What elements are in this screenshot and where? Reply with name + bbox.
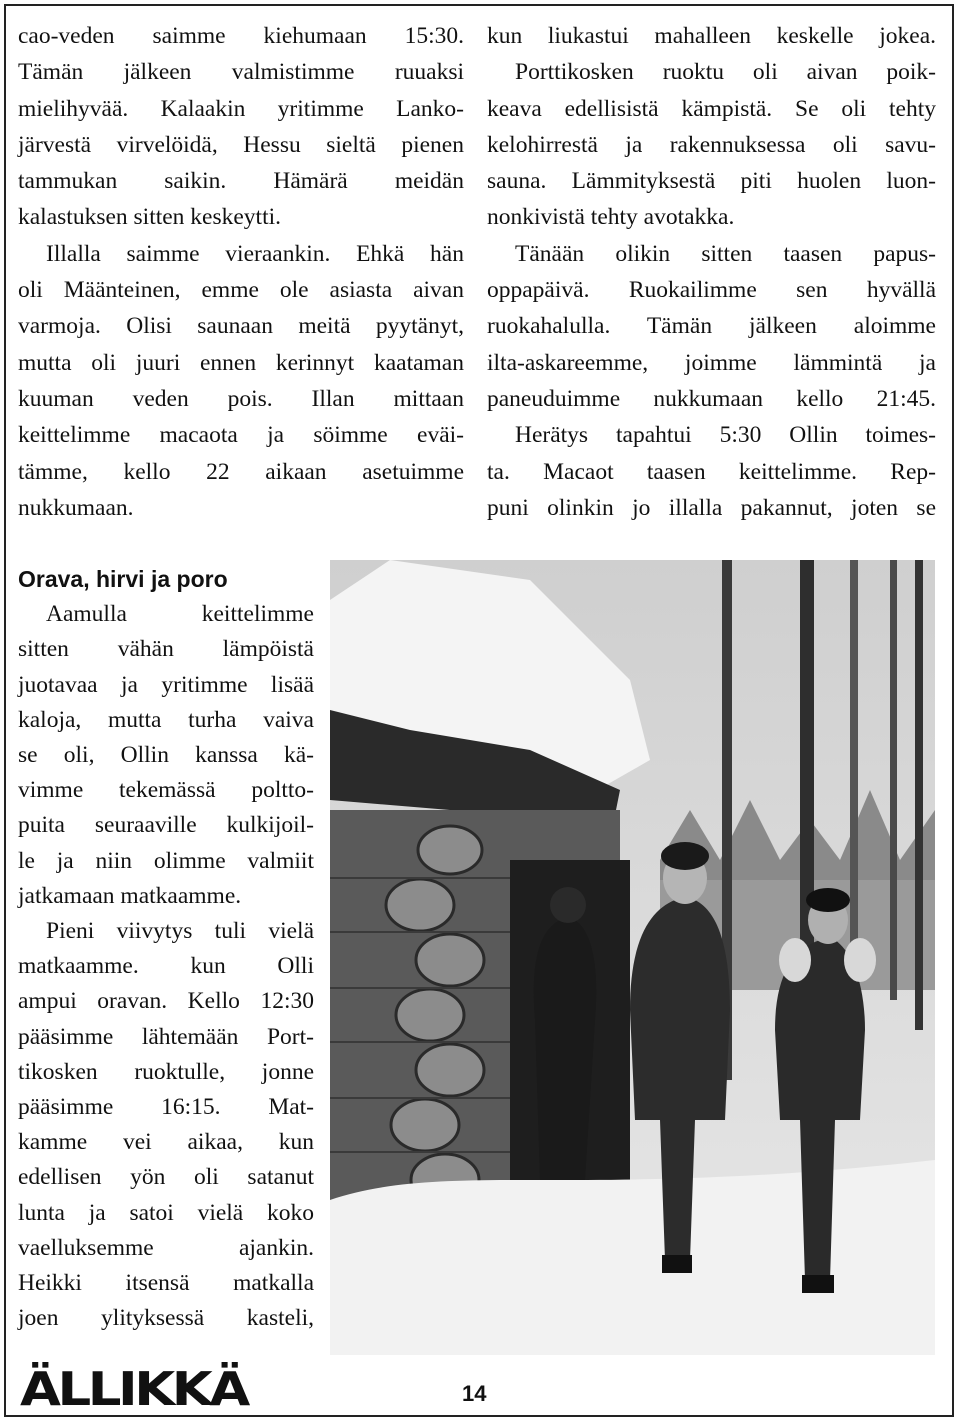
text-line: juotavaa ja yritimme lisää — [18, 671, 314, 698]
text-line: Tänään olikin sitten taasen papus- — [515, 240, 936, 267]
text-line: Illalla saimme vieraankin. Ehkä hän — [46, 240, 464, 267]
magazine-logo: ÄLLIKKÄ — [20, 1362, 247, 1416]
text-line: varmoja. Olisi saunaan meitä pyytänyt, — [18, 313, 464, 340]
text-line: tammukan saikin. Hämärä meidän — [18, 168, 464, 195]
text-line: pääsimme lähtemään Port- — [18, 1023, 314, 1050]
text-line: ruokahalulla. Tämän jälkeen aloimme — [487, 313, 936, 340]
text-line: ilta-askareemme, joimme lämmintä ja — [487, 349, 936, 376]
text-line: sauna. Lämmityksestä piti huolen luon- — [487, 168, 936, 195]
text-line: keava edellisistä kämpistä. Se oli tehty — [487, 95, 936, 122]
text-line: kaloja, mutta turha vaiva — [18, 706, 314, 733]
text-line: joen ylityksessä kasteli, — [18, 1305, 314, 1332]
text-line: tikosken ruoktulle, jonne — [18, 1058, 314, 1085]
photo-log-hut — [330, 560, 935, 1355]
text-line: edellisen yön oli satanut — [18, 1164, 314, 1191]
section-heading: Orava, hirvi ja poro — [18, 566, 228, 592]
text-line: kelohirrestä ja rakennuksessa oli savu- — [487, 131, 936, 158]
text-line: le ja niin olimme valmiit — [18, 847, 314, 874]
text-line: ampui oravan. Kello 12:30 — [18, 988, 314, 1015]
text-line: nonkivistä tehty avotakka. — [487, 204, 735, 231]
page-number: 14 — [462, 1381, 487, 1406]
text-line: puni olinkin jo illalla pakannut, joten se — [487, 494, 936, 521]
text-line: kamme vei aikaa, kun — [18, 1129, 314, 1156]
column-left-top — [18, 18, 464, 526]
text-line: kun liukastui mahalleen keskelle jokea. — [487, 23, 936, 49]
text-line: sitten vähän lämpöistä — [18, 636, 314, 663]
text-line: kalastuksen sitten keskeytti. — [18, 204, 282, 231]
text-line: paneuduimme nukkumaan kello 21:45. — [487, 385, 936, 412]
text-line: ta. Macaot taasen keittelimme. Rep- — [487, 458, 936, 485]
text-line: keittelimme macaota ja söimme eväi- — [18, 422, 464, 449]
text-line: pääsimme 16:15. Mat- — [18, 1094, 314, 1121]
text-line: tämme, kello 22 aikaan asetuimme — [18, 458, 464, 485]
text-line: nukkumaan. — [18, 494, 134, 521]
text-line: Tämän jälkeen valmistimme ruuaksi — [18, 59, 464, 86]
text-line: oppapäivä. Ruokailimme sen hyvällä — [487, 277, 936, 304]
text-line: kuuman veden pois. Illan mittaan — [18, 385, 464, 412]
text-line: Herätys tapahtui 5:30 Ollin toimes- — [515, 422, 936, 449]
text-line: vaelluksemme ajankin. — [18, 1234, 314, 1261]
text-line: matkaamme. kun Olli — [18, 953, 314, 980]
text-line: Pieni viivytys tuli vielä — [46, 918, 314, 945]
text-line: mutta oli juuri ennen kerinnyt kaataman — [18, 349, 464, 376]
text-line: Porttikosken ruoktu oli aivan poik- — [515, 59, 936, 86]
text-line: puita seuraaville kulkijoil- — [18, 812, 314, 839]
column-bottom-left — [18, 562, 314, 1336]
column-right-top — [487, 18, 936, 526]
text-line: Aamulla keittelimme — [46, 601, 314, 628]
text-line: se oli, Ollin kanssa kä- — [18, 742, 314, 769]
text-line: mielihyvää. Kalaakin yritimme Lanko- — [18, 95, 464, 122]
text-line: Heikki itsensä matkalla — [18, 1270, 314, 1297]
text-line: lunta ja satoi vielä koko — [18, 1199, 314, 1226]
text-line: oli Määnteinen, emme ole asiasta aivan — [18, 277, 464, 304]
text-line: cao-veden saimme kiehumaan 15:30. — [18, 23, 464, 49]
text-line: järvestä virvelöidä, Hessu sieltä pienen — [18, 131, 464, 158]
text-line: vimme tekemässä poltto- — [18, 777, 314, 804]
text-line: jatkamaan matkaamme. — [18, 882, 242, 909]
